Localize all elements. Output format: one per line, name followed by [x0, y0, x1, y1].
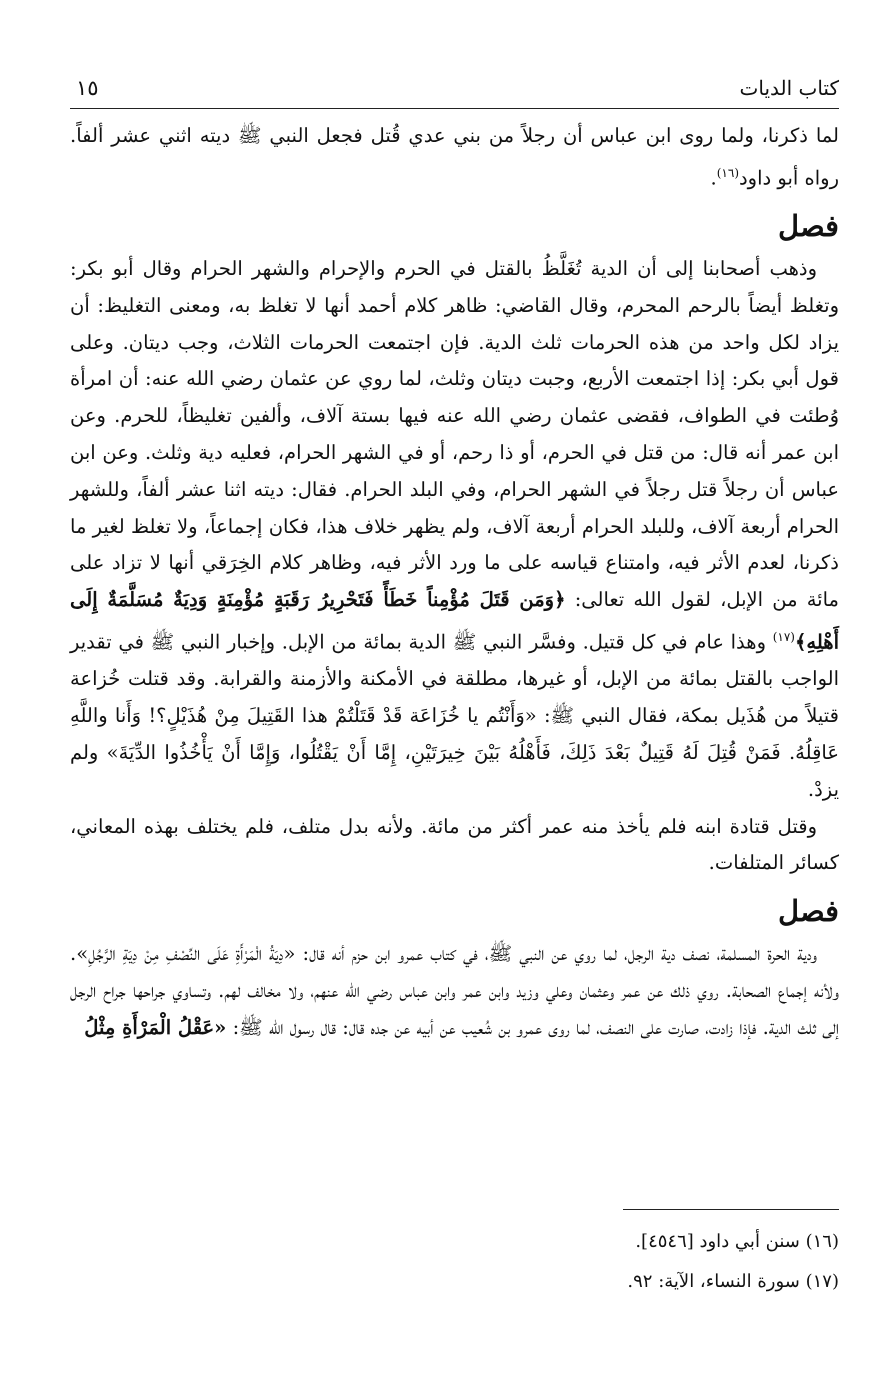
footnotes: [70, 1222, 839, 1302]
paragraph-qatada: وقتل قتادة ابنه فلم يأخذ منه عمر أكثر من مائة. ولأنه بدل متلف، فلم يختلف بهذه المعاني، كسائر المتلفات.: [70, 814, 839, 875]
hadith-quote-3: «عَقْلُ الْمَرْأَةِ مِثْلُ: [84, 1015, 227, 1039]
hadith-quote-2: «دِيَةُ الْمَرْأَةِ عَلَى النِّصْفِ مِنْ دِيَةِ الرَّجُلِ»: [76, 942, 296, 966]
page-body: [70, 118, 839, 1047]
running-header: [70, 60, 839, 100]
page-number: ١٥: [76, 76, 99, 100]
footnote-ref-17[interactable]: (١٧): [772, 630, 795, 645]
paragraph-text: لما ذكرنا، ولما روى ابن عباس أن رجلاً من بني عدي قُتل فجعل النبي ﷺ ديته اثني عشر ألفاً. رواه أبو داود: [70, 124, 839, 190]
quran-verse: ﴿وَمَن قَتَلَ مُؤْمِناً خَطَأً فَتَحْرِيرُ رَقَبَةٍ مُؤْمِنَةٍ وَدِيَةٌ مُسَلَّمَةٌ إِلَى أَهْلِهِ﴾: [70, 588, 839, 654]
paragraph-text-2: . ولأنه إجماع الصحابة. روي ذلك عن عمر وعثمان وعلي وزيد وابن عمر وابن عباس رضي الله عنهم، ولا مخالف لهم. وتساوي جراحها جراح الرجل إلى ثلث الدية. فإذا زادت، صارت على النصف، لما روى عمرو بن شُعيب عن أبيه عن جده قال: قال رسول الله ﷺ:: [70, 942, 839, 1039]
paragraph-woman-diya: [70, 936, 839, 1046]
footnote-16: (١٦) سنن أبي داود [٤٥٤٦].: [635, 1231, 839, 1252]
paragraph-taghlidh: [70, 251, 839, 808]
paragraph-text-2: وهذا عام في كل قتيل. وفسَّر النبي ﷺ الدية بمائة من الإبل. وإخبار النبي ﷺ في تقدير الواجب بالقتل بمائة من الإبل، أو غيرها، مطلقة في الأمكنة والأزمنة والقرابة. وقد قتلت خُزاعة قتيلاً من هُذَيل بمكة، فقال النبي ﷺ:: [70, 630, 839, 728]
paragraph-end: .: [710, 166, 717, 190]
paragraph-text-3: ولم يزدْ.: [70, 740, 839, 801]
hadith-quote-1: «وَأَنْتُم يا خُزَاعَة قَدْ قَتَلْتُمْ هذا القَتِيلَ مِنْ هُذَيْلٍ؟! وَأَنا واللَّهِ عَاقِلُهُ. فَمَنْ قُتِلَ لَهُ قَتِيلٌ بَعْدَ ذَلِكَ، فَأَهْلُهُ بَيْنَ خِيرَتَيْنِ، إِمَّا أَنْ يَقْتُلُوا، وَإِمَّا أَنْ يَأْخُذُوا الدِّيَةَ»: [70, 704, 839, 764]
paragraph-text: وذهب أصحابنا إلى أن الدية تُغَلَّظُ بالقتل في الحرم والإحرام والشهر الحرام وقال أبو بكر: وتغلظ أيضاً بالرحم المحرم، وقال القاضي: ظاهر كلام أحمد أنها لا تغلظ به، ومعنى التغليظ: أن يزاد لكل واحد من هذه الحرمات ثلث الدية. فإن اجتمعت الحرمات الثلاث، وجب ديتان. وعلى قول أبي بكر: إذا اجتمعت الأربع، وجبت ديتان وثلث، لما روي عن عثمان رضي الله عنه: أن امرأة وُطئت في الطواف، فقضى عثمان رضي الله عنه فيها بستة آلاف، وألفين تغليظاً، للحرم. وعن ابن عمر أنه قال: من قتل في الحرم، أو ذا رحم، أو في الشهر الحرام، فعليه دية وثلث. وعن ابن عباس أن رجلاً قتل رجلاً في الشهر الحرام، وفي البلد الحرام. فقال: ديته اثنا عشر ألفاً، وللشهر الحرام أربعة آلاف، وللبلد الحرام أربعة آلاف، ولم يظهر خلاف هذا، فكان إجماعاً، ولا تغلظ لغير ما ذكرنا، لعدم الأثر فيه، وامتناع قياسه على ما ورد الأثر فيه، وظاهر كلام الخِرَقي أنها لا تزاد على مائة من الإبل، لقول الله تعالى:: [70, 257, 839, 612]
section-heading-2: فصل: [778, 894, 839, 929]
footnote-ref-16[interactable]: (١٦): [716, 165, 739, 180]
header-rule: [70, 108, 839, 109]
footnote-rule: [623, 1209, 839, 1210]
section-heading-1: فصل: [778, 209, 839, 244]
footnote-17: (١٧) سورة النساء، الآية: ٩٢.: [627, 1271, 839, 1292]
book-title: كتاب الديات: [739, 76, 839, 100]
paragraph-continuation: [70, 118, 839, 197]
paragraph-text: ودية الحرة المسلمة، نصف دية الرجل، لما روي عن النبي ﷺ، في كتاب عمرو ابن حزم أنه قال:: [302, 942, 817, 966]
